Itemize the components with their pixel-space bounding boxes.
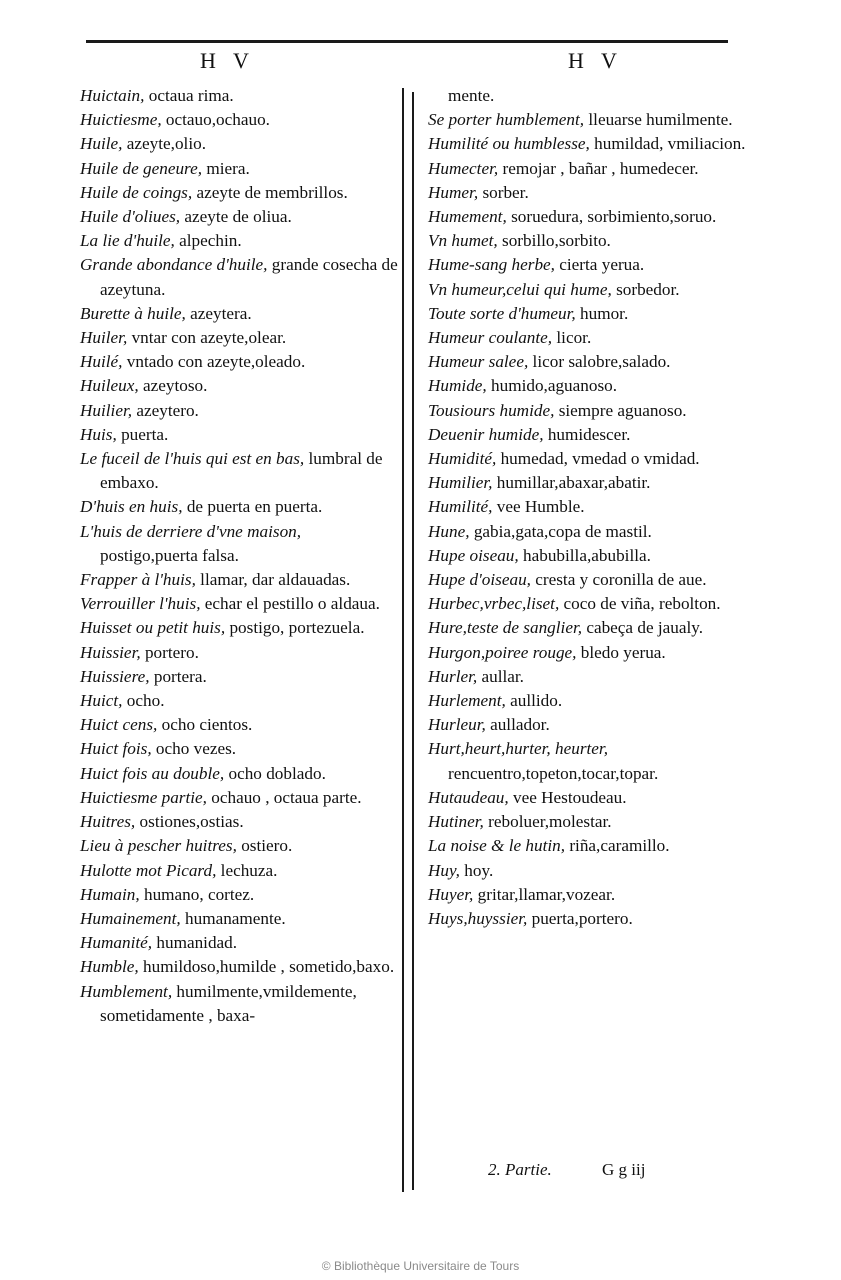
signature-mark: G g iij <box>602 1160 646 1179</box>
entry-headword: Humanité, <box>80 933 153 953</box>
entry-headword: Hume-sang herbe, <box>428 255 555 275</box>
dictionary-entry <box>80 786 398 810</box>
entry-headword: Grande abondance d'huile, <box>80 255 268 275</box>
entry-headword: Huile, <box>80 134 123 154</box>
dictionary-entry <box>428 229 746 253</box>
dictionary-entry <box>80 931 398 955</box>
entry-headword: Humeur coulante, <box>428 328 553 348</box>
dictionary-entry <box>80 374 398 398</box>
dictionary-entry <box>80 253 398 301</box>
dictionary-entry <box>80 326 398 350</box>
dictionary-entry <box>80 689 398 713</box>
dictionary-entry <box>80 520 398 568</box>
entry-translation: licor. <box>552 328 592 348</box>
dictionary-entry <box>80 980 398 1028</box>
library-credit: © Bibliothèque Universitaire de Tours <box>321 1259 520 1273</box>
dictionary-entry <box>428 350 746 374</box>
entry-translation: grande cosecha de azeytuna. <box>100 255 398 299</box>
entry-headword: Huissier, <box>80 642 141 662</box>
dictionary-entry <box>80 229 398 253</box>
entry-translation: octauo,ochauo. <box>161 110 270 130</box>
dictionary-entry <box>428 713 746 737</box>
entry-translation: humildad, vmiliacion. <box>589 134 746 154</box>
entry-translation: llamar, dar aldauadas. <box>195 570 351 590</box>
entry-translation: humildoso,humilde , sometido,baxo. <box>138 957 395 977</box>
dictionary-entry <box>80 495 398 519</box>
dictionary-entry <box>80 762 398 786</box>
dictionary-entry <box>428 495 746 519</box>
entry-headword: Hutiner, <box>428 812 484 832</box>
entry-headword: Hupe d'oiseau, <box>428 570 531 590</box>
entry-translation: ostiero. <box>236 836 293 856</box>
dictionary-entry <box>428 302 746 326</box>
entry-headword: Hune, <box>428 521 470 541</box>
entry-headword: Hutaudeau, <box>428 787 509 807</box>
entry-translation: de puerta en puerta. <box>182 497 323 517</box>
entry-translation: ocho cientos. <box>157 715 253 735</box>
entry-translation: humidescer. <box>543 424 631 444</box>
dictionary-entry <box>428 859 746 883</box>
entry-headword: Humilier, <box>428 473 493 493</box>
dictionary-entry <box>428 326 746 350</box>
entry-headword: Huilier, <box>80 400 133 420</box>
dictionary-entry <box>428 278 746 302</box>
entry-translation: lleuarse humilmente. <box>584 110 733 130</box>
entry-translation: hoy. <box>459 860 494 880</box>
entry-headword: Hurbec,vrbec,liset, <box>428 594 560 614</box>
entry-headword: Huyer, <box>428 884 474 904</box>
dictionary-entry <box>428 84 746 108</box>
part-label: 2. Partie. <box>488 1160 552 1179</box>
dictionary-entry <box>80 108 398 132</box>
entry-translation: habubilla,abubilla. <box>518 545 651 565</box>
dictionary-entry <box>428 592 746 616</box>
entry-headword: Humidité, <box>428 449 497 469</box>
dictionary-entry <box>80 616 398 640</box>
dictionary-entry <box>428 423 746 447</box>
entry-translation: licor salobre,salado. <box>528 352 671 372</box>
entry-headword: Huict cens, <box>80 715 158 735</box>
dictionary-entry <box>428 737 746 785</box>
entry-headword: Humble, <box>80 957 139 977</box>
entry-translation: gritar,llamar,vozear. <box>473 884 616 904</box>
dictionary-entry <box>428 544 746 568</box>
entry-headword: Humblement, <box>80 981 173 1001</box>
entry-headword: Huictiesme, <box>80 110 162 130</box>
entry-translation: azeyte,olio. <box>122 134 206 154</box>
entry-headword: Hurleur, <box>428 715 486 735</box>
dictionary-entry <box>80 568 398 592</box>
entry-translation: portero. <box>140 642 199 662</box>
entry-translation: aullador. <box>485 715 550 735</box>
dictionary-entry <box>428 399 746 423</box>
dictionary-entry <box>80 665 398 689</box>
entry-translation: echar el pestillo o aldaua. <box>200 594 380 614</box>
entry-headword: La noise & le hutin, <box>428 836 566 856</box>
entry-headword: D'huis en huis, <box>80 497 183 517</box>
entry-translation: siempre aguanoso. <box>554 400 687 420</box>
entry-translation: puerta,portero. <box>527 908 633 928</box>
entry-headword: Huile de geneure, <box>80 158 203 178</box>
entry-translation: humilmente,vmildemente, sometidamente , baxa- <box>100 981 357 1025</box>
entry-headword: Humement, <box>428 207 507 227</box>
entry-headword: Huict fois au double, <box>80 763 225 783</box>
dictionary-entry <box>80 859 398 883</box>
entry-translation: vee Humble. <box>492 497 585 517</box>
entry-headword: Huisset ou petit huis, <box>80 618 226 638</box>
entry-headword: Hurt,heurt,hurter, heurter, <box>428 739 608 759</box>
entry-headword: La lie d'huile, <box>80 231 175 251</box>
entry-translation: lumbral de embaxo. <box>100 449 383 493</box>
dictionary-entry <box>428 689 746 713</box>
dictionary-entry <box>428 665 746 689</box>
entry-translation: humillar,abaxar,abatir. <box>492 473 651 493</box>
dictionary-entry <box>80 713 398 737</box>
entry-headword: Humer, <box>428 182 479 202</box>
dictionary-entry <box>428 786 746 810</box>
dictionary-entry <box>428 641 746 665</box>
entry-headword: Vn humeur,celui qui hume, <box>428 279 612 299</box>
dictionary-entry <box>80 955 398 979</box>
entry-translation: octaua rima. <box>144 86 234 105</box>
entry-translation: vntado con azeyte,oleado. <box>122 352 306 372</box>
entry-translation: riña,caramillo. <box>565 836 670 856</box>
dictionary-entry <box>80 907 398 931</box>
dictionary-entry <box>80 205 398 229</box>
entry-headword: Burette à huile, <box>80 303 186 323</box>
dictionary-entry <box>428 520 746 544</box>
dictionary-entry <box>428 157 746 181</box>
entry-headword: Humilité ou humblesse, <box>428 134 590 154</box>
entry-translation: ochauo , octaua parte. <box>206 787 362 807</box>
dictionary-entry <box>80 132 398 156</box>
entry-headword: Le fuceil de l'huis qui est en bas, <box>80 449 305 469</box>
entry-translation: azeytero. <box>132 400 199 420</box>
dictionary-entry <box>428 447 746 471</box>
entry-translation: postigo, portezuela. <box>225 618 365 638</box>
entry-translation: humor. <box>575 303 629 323</box>
entry-translation: azeyte de oliua. <box>180 207 292 227</box>
entry-translation: humano, cortez. <box>139 884 255 904</box>
entry-translation: ocho vezes. <box>151 739 237 759</box>
entry-headword: Se porter humblement, <box>428 110 585 130</box>
entry-translation: ocho doblado. <box>224 763 326 783</box>
entry-headword: Huilé, <box>80 352 123 372</box>
dictionary-entry <box>80 302 398 326</box>
entry-headword: Huiler, <box>80 328 128 348</box>
dictionary-entry <box>80 84 398 108</box>
entry-translation: gabia,gata,copa de mastil. <box>469 521 652 541</box>
dictionary-entry <box>80 447 398 495</box>
right-column <box>428 84 746 931</box>
dictionary-entry <box>80 737 398 761</box>
entry-headword: Humecter, <box>428 158 499 178</box>
entry-translation: humanidad. <box>152 933 238 953</box>
entry-translation: sorbedor. <box>611 279 680 299</box>
entry-translation: rencuentro,topeton,tocar,topar. <box>448 763 659 783</box>
entry-translation: vntar con azeyte,olear. <box>127 328 287 348</box>
entry-translation: miera. <box>202 158 250 178</box>
entry-translation: cierta yerua. <box>554 255 645 275</box>
entry-translation: postigo,puerta falsa. <box>100 545 239 565</box>
dictionary-entry <box>428 471 746 495</box>
entry-headword: Lieu à pescher huitres, <box>80 836 237 856</box>
entry-headword: Humeur salee, <box>428 352 529 372</box>
entry-translation: remojar , bañar , humedecer. <box>498 158 699 178</box>
entry-translation: sorber. <box>478 182 529 202</box>
entry-headword: Huictain, <box>80 86 145 105</box>
entry-headword: Humilité, <box>428 497 493 517</box>
dictionary-entry <box>80 157 398 181</box>
dictionary-entry <box>428 108 746 132</box>
dictionary-entry <box>428 205 746 229</box>
dictionary-entry <box>428 810 746 834</box>
dictionary-entry <box>428 883 746 907</box>
dictionary-entry <box>428 616 746 640</box>
entry-headword: Humide, <box>428 376 487 396</box>
entry-headword: Huictiesme partie, <box>80 787 207 807</box>
entry-headword: Huile d'oliues, <box>80 207 181 227</box>
entry-headword: Huy, <box>428 860 460 880</box>
entry-headword: L'huis de derriere d'vne maison, <box>80 521 302 541</box>
entry-headword: Huys,huyssier, <box>428 908 528 928</box>
entry-headword: Frapper à l'huis, <box>80 570 196 590</box>
entry-headword: Tousiours humide, <box>428 400 555 420</box>
entry-translation: mente. <box>448 86 495 105</box>
dictionary-entry <box>80 399 398 423</box>
dictionary-entry <box>428 132 746 156</box>
entry-headword: Hurlement, <box>428 691 506 711</box>
dictionary-entry <box>80 423 398 447</box>
dictionary-entry <box>80 810 398 834</box>
entry-translation: coco de viña, rebolton. <box>559 594 721 614</box>
dictionary-entry <box>80 181 398 205</box>
entry-headword: Huile de coings, <box>80 182 193 202</box>
entry-headword: Huis, <box>80 424 117 444</box>
running-head-left: H V <box>200 48 255 73</box>
dictionary-entry <box>428 834 746 858</box>
signature-line <box>488 1160 645 1180</box>
entry-headword: Verrouiller l'huis, <box>80 594 201 614</box>
dictionary-entry <box>428 568 746 592</box>
entry-headword: Toute sorte d'humeur, <box>428 303 576 323</box>
entry-translation: azeyte de membrillos. <box>192 182 348 202</box>
entry-headword: Humainement, <box>80 908 181 928</box>
entry-headword: Huict, <box>80 691 123 711</box>
dictionary-entry <box>80 350 398 374</box>
dictionary-entry <box>428 907 746 931</box>
entry-translation: humido,aguanoso. <box>486 376 618 396</box>
entry-headword: Hulotte mot Picard, <box>80 860 217 880</box>
entry-translation: soruedura, sorbimiento,soruo. <box>506 207 717 227</box>
entry-translation: reboluer,molestar. <box>483 812 612 832</box>
entry-translation: cresta y coronilla de aue. <box>530 570 707 590</box>
entry-headword: Hure,teste de sanglier, <box>428 618 583 638</box>
entry-headword: Deuenir humide, <box>428 424 544 444</box>
entry-translation: humedad, vmedad o vmidad. <box>496 449 700 469</box>
entry-translation: bledo yerua. <box>576 642 666 662</box>
dictionary-entry <box>428 374 746 398</box>
entry-translation: puerta. <box>116 424 169 444</box>
entry-headword: Huileux, <box>80 376 139 396</box>
dictionary-entry <box>80 592 398 616</box>
dictionary-entry <box>80 883 398 907</box>
dictionary-entry <box>428 253 746 277</box>
top-rule <box>86 40 728 43</box>
entry-translation: aullar. <box>477 666 524 686</box>
entry-translation: azeytera. <box>185 303 252 323</box>
entry-headword: Hupe oiseau, <box>428 545 519 565</box>
entry-translation: ostiones,ostias. <box>135 812 244 832</box>
entry-headword: Vn humet, <box>428 231 498 251</box>
dictionary-entry <box>80 834 398 858</box>
left-column <box>80 84 398 1028</box>
entry-translation: cabeça de jaualy. <box>582 618 704 638</box>
entry-translation: alpechin. <box>174 231 242 251</box>
entry-headword: Huissiere, <box>80 666 150 686</box>
dictionary-entry <box>80 641 398 665</box>
dictionary-entry <box>428 181 746 205</box>
entry-translation: ocho. <box>122 691 165 711</box>
entry-headword: Hurler, <box>428 666 478 686</box>
entry-headword: Humain, <box>80 884 140 904</box>
entry-translation: humanamente. <box>180 908 286 928</box>
entry-translation: sorbillo,sorbito. <box>497 231 611 251</box>
entry-translation: aullido. <box>505 691 563 711</box>
running-head-right: H V <box>568 48 623 73</box>
entry-headword: Huict fois, <box>80 739 152 759</box>
entry-translation: azeytoso. <box>138 376 208 396</box>
column-divider-right <box>412 92 414 1190</box>
entry-translation: vee Hestoudeau. <box>508 787 627 807</box>
entry-headword: Hurgon,poiree rouge, <box>428 642 577 662</box>
column-divider-left <box>402 88 404 1192</box>
entry-translation: lechuza. <box>216 860 278 880</box>
entry-translation: portera. <box>149 666 207 686</box>
entry-headword: Huitres, <box>80 812 136 832</box>
